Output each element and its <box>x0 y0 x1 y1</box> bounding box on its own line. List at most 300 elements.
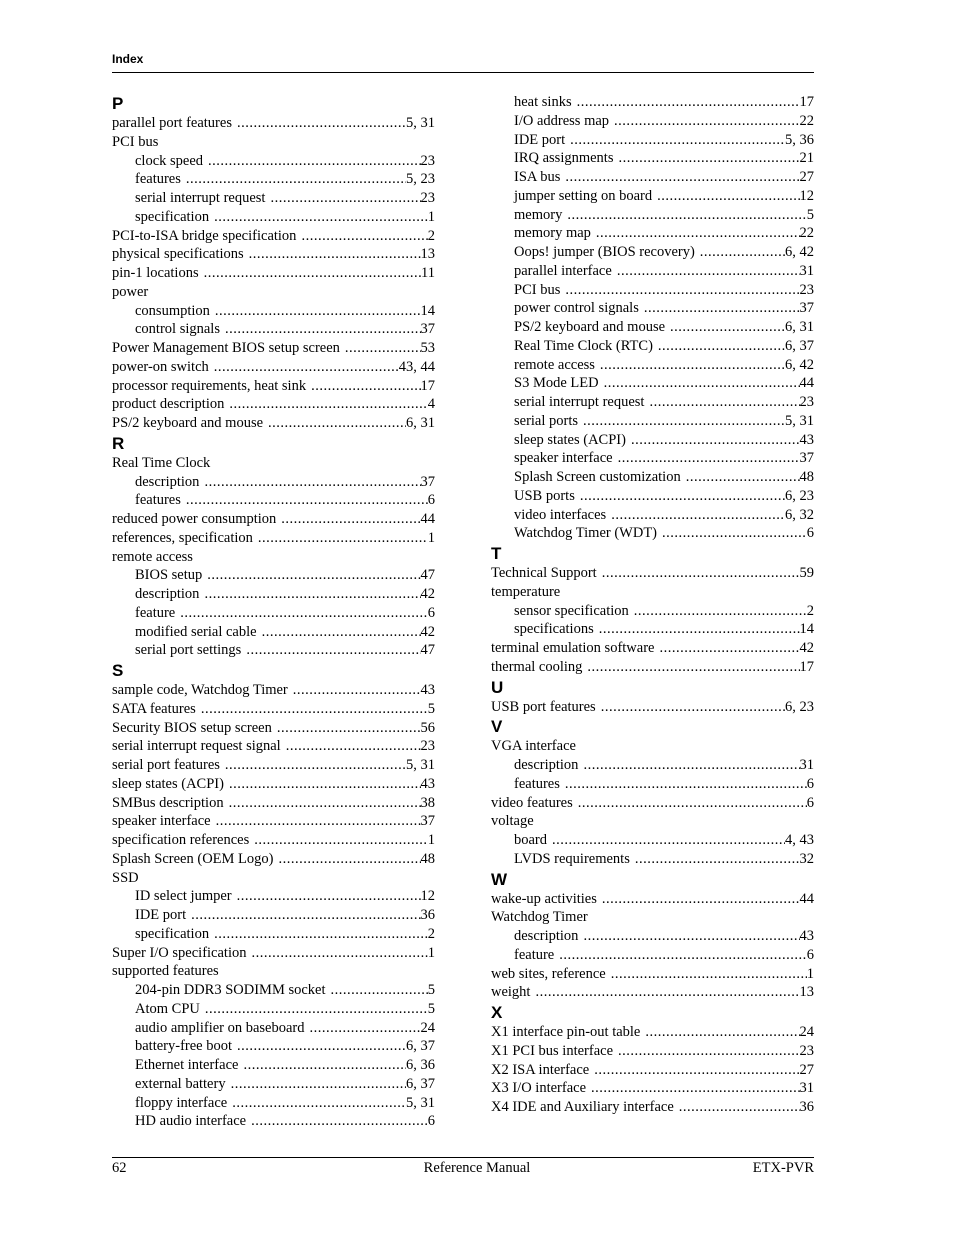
index-entry <box>112 283 435 302</box>
index-term: 204-pin DDR3 SODIMM socket <box>135 982 326 998</box>
dot-leader <box>578 794 807 813</box>
dot-leader <box>583 412 785 431</box>
index-term: consumption <box>135 302 210 319</box>
dot-leader <box>567 206 806 225</box>
index-column-right <box>491 93 814 1117</box>
dot-leader <box>237 887 421 906</box>
index-subentry <box>112 473 435 492</box>
index-page-ref: 6 <box>806 946 814 963</box>
index-page-ref: 23 <box>420 152 435 169</box>
dot-leader <box>201 700 428 719</box>
index-term: Atom CPU <box>135 1000 200 1017</box>
index-subentry <box>112 981 435 1000</box>
index-term: reduced power consumption <box>112 511 277 527</box>
index-page-ref: 43 <box>799 928 814 944</box>
index-page-ref: 6, 23 <box>785 487 814 504</box>
index-entry <box>491 1042 814 1061</box>
index-term: feature <box>135 604 176 621</box>
index-subentry <box>491 431 814 450</box>
index-term: sleep states (ACPI) <box>112 775 224 792</box>
index-entry <box>491 794 814 813</box>
index-subentry <box>491 412 814 431</box>
running-header: Index <box>112 52 144 66</box>
index-term: board <box>514 832 548 848</box>
index-page-ref: 37 <box>799 450 814 467</box>
dot-leader <box>611 965 807 984</box>
index-page-ref: 6, 32 <box>785 506 814 523</box>
dot-leader <box>600 356 785 375</box>
index-term: Real Time Clock <box>112 454 211 471</box>
index-term: video features <box>491 794 573 811</box>
index-entry <box>491 639 814 658</box>
dot-leader <box>658 337 785 356</box>
index-letter-heading: R <box>112 433 125 453</box>
index-term: battery-free boot <box>135 1038 233 1055</box>
footer-rule <box>112 1157 814 1158</box>
index-term: sleep states (ACPI) <box>514 431 626 448</box>
index-subentry <box>112 170 435 189</box>
index-term: description <box>514 928 579 944</box>
index-page-ref: 44 <box>799 890 814 907</box>
index-term: voltage <box>491 813 534 830</box>
index-letter-heading: P <box>112 94 124 113</box>
dot-leader <box>286 737 421 756</box>
index-term: serial interrupt request <box>514 394 645 410</box>
index-term: HD audio interface <box>135 1113 247 1130</box>
dot-leader <box>251 1112 428 1131</box>
index-term: temperature <box>491 583 561 600</box>
index-page-ref: 1 <box>427 208 435 225</box>
index-page-ref: 37 <box>420 813 435 830</box>
dot-leader <box>214 925 428 944</box>
dot-leader <box>311 377 420 396</box>
index-page-ref: 6, 23 <box>785 698 814 715</box>
dot-leader <box>225 320 421 339</box>
dot-leader <box>559 946 807 965</box>
index-subentry <box>112 491 435 510</box>
index-term: VGA interface <box>491 738 576 755</box>
index-page-ref: 12 <box>420 888 435 905</box>
index-subentry <box>491 393 814 412</box>
index-entry <box>112 510 435 529</box>
index-term: description <box>514 757 579 773</box>
index-term: ID select jumper <box>135 888 232 905</box>
dot-leader <box>591 1079 799 1098</box>
index-page-ref: 42 <box>799 640 814 656</box>
index-page-ref: 37 <box>420 473 435 490</box>
index-subentry <box>491 206 814 225</box>
index-entry <box>112 737 435 756</box>
dot-leader <box>602 564 800 583</box>
index-page-ref: 5 <box>427 1000 435 1017</box>
index-page-ref: 6 <box>427 1113 435 1130</box>
index-page-ref: 5, 23 <box>406 171 435 188</box>
index-subentry <box>491 337 814 356</box>
index-letter-heading: T <box>491 544 502 563</box>
index-subentry <box>491 487 814 506</box>
index-term: USB ports <box>514 487 575 504</box>
index-term: X3 I/O interface <box>491 1080 587 1097</box>
dot-leader <box>659 639 799 658</box>
index-subentry <box>491 299 814 318</box>
index-page-ref: 23 <box>420 190 435 206</box>
dot-leader <box>670 318 785 337</box>
index-page-ref: 5, 31 <box>406 1094 435 1111</box>
index-term: X2 ISA interface <box>491 1061 590 1078</box>
index-term: parallel interface <box>514 262 612 279</box>
index-page-ref: 37 <box>420 321 435 338</box>
index-subentry <box>491 449 814 468</box>
index-page-ref: 5, 31 <box>406 757 435 773</box>
index-page-ref: 2 <box>427 925 435 942</box>
dot-leader <box>594 1061 799 1080</box>
dot-leader <box>208 152 420 171</box>
index-page-ref: 31 <box>799 757 814 773</box>
index-subentry <box>112 320 435 339</box>
index-term: X1 interface pin-out table <box>491 1024 641 1040</box>
index-subentry <box>112 623 435 642</box>
index-term: specifications <box>514 621 594 638</box>
index-term: Watchdog Timer (WDT) <box>514 525 658 542</box>
dot-leader <box>215 302 421 321</box>
index-page-ref: 17 <box>799 658 814 675</box>
index-subentry <box>491 374 814 393</box>
dot-leader <box>310 1019 421 1038</box>
index-page-ref: 22 <box>799 225 814 242</box>
index-entry <box>112 756 435 775</box>
index-term: S3 Mode LED <box>514 375 599 392</box>
dot-leader <box>278 850 420 869</box>
index-page-ref: 43 <box>420 775 435 792</box>
index-page-ref: 23 <box>420 738 435 755</box>
index-term: Watchdog Timer <box>491 909 588 926</box>
index-term: pin-1 locations <box>112 265 199 281</box>
index-term: sensor specification <box>514 602 629 619</box>
index-entry <box>112 719 435 738</box>
index-page-ref: 6, 36 <box>406 1057 435 1073</box>
dot-leader <box>262 623 421 642</box>
index-page-ref: 6, 31 <box>785 319 814 335</box>
dot-leader <box>186 491 428 510</box>
dot-leader <box>331 981 428 1000</box>
index-entry <box>112 264 435 283</box>
dot-leader <box>243 1056 406 1075</box>
index-term: X1 PCI bus interface <box>491 1042 614 1059</box>
dot-leader <box>204 264 421 283</box>
index-term: PS/2 keyboard and mouse <box>514 319 666 335</box>
index-term: description <box>135 473 200 490</box>
index-entry <box>491 658 814 677</box>
index-page-ref: 5, 36 <box>785 131 814 148</box>
dot-leader <box>301 227 427 246</box>
index-term: IDE port <box>514 131 566 148</box>
index-term: sample code, Watchdog Timer <box>112 682 288 698</box>
index-term: serial port features <box>112 757 220 773</box>
index-term: serial ports <box>514 412 579 429</box>
index-term: video interfaces <box>514 506 607 523</box>
index-term: terminal emulation software <box>491 640 655 656</box>
index-term: specification references <box>112 832 250 848</box>
dot-leader <box>204 585 420 604</box>
dot-leader <box>246 641 420 660</box>
index-page-ref: 43, 44 <box>398 358 435 375</box>
index-term: web sites, reference <box>491 965 606 982</box>
index-page-ref: 14 <box>420 302 435 319</box>
index-subentry <box>112 1000 435 1019</box>
index-subentry <box>112 1075 435 1094</box>
index-entry <box>112 454 435 473</box>
index-subentry <box>491 506 814 525</box>
index-term: Technical Support <box>491 565 597 581</box>
index-page-ref: 38 <box>420 794 435 811</box>
index-entry <box>112 227 435 246</box>
index-subentry <box>491 187 814 206</box>
dot-leader <box>618 449 800 468</box>
index-term: Super I/O specification <box>112 944 247 961</box>
index-term: PCI bus <box>112 133 159 150</box>
dot-leader <box>180 604 428 623</box>
index-term: wake-up activities <box>491 890 597 907</box>
dot-leader <box>649 393 799 412</box>
index-subentry <box>491 356 814 375</box>
dot-leader <box>611 506 785 525</box>
index-page-ref: 22 <box>799 112 814 129</box>
dot-leader <box>634 602 807 621</box>
dot-leader <box>270 189 420 208</box>
dot-leader <box>552 831 785 850</box>
index-subentry <box>491 602 814 621</box>
dot-leader <box>565 281 799 300</box>
dot-leader <box>645 1023 799 1042</box>
index-term: remote access <box>514 356 595 373</box>
index-entry <box>491 1098 814 1117</box>
index-page-ref: 36 <box>420 907 435 923</box>
index-letter-heading: S <box>112 661 124 680</box>
dot-leader <box>207 566 420 585</box>
footer-manual-title: Reference Manual <box>423 1160 531 1176</box>
footer-page-number: 62 <box>112 1160 127 1176</box>
dot-leader <box>618 149 799 168</box>
index-term: processor requirements, heat sink <box>112 377 307 394</box>
index-term: memory <box>514 206 563 223</box>
index-page-ref: 23 <box>799 1042 814 1059</box>
index-subentry <box>112 566 435 585</box>
index-subentry <box>491 946 814 965</box>
index-term: supported features <box>112 963 219 980</box>
index-page-ref: 2 <box>806 602 814 619</box>
index-page-ref: 17 <box>420 377 435 394</box>
index-term: PCI bus <box>514 281 561 298</box>
index-entry <box>491 908 814 927</box>
dot-leader <box>216 812 421 831</box>
index-subentry <box>491 850 814 869</box>
index-subentry <box>112 925 435 944</box>
dot-leader <box>617 262 800 281</box>
index-term: references, specification <box>112 529 253 546</box>
index-term: Security BIOS setup screen <box>112 719 272 736</box>
index-page-ref: 44 <box>420 511 435 527</box>
index-term: I/O address map <box>514 112 610 129</box>
index-page-ref: 6, 37 <box>785 337 814 354</box>
index-subentry <box>491 468 814 487</box>
index-page-ref: 1 <box>806 965 814 982</box>
index-page-ref: 21 <box>799 150 814 167</box>
dot-leader <box>277 719 421 738</box>
index-term: speaker interface <box>514 450 613 467</box>
dot-leader <box>657 187 799 206</box>
index-term: description <box>135 586 200 602</box>
index-term: serial port settings <box>135 642 242 659</box>
index-page-ref: 36 <box>799 1099 814 1115</box>
index-page-ref: 6, 37 <box>406 1038 435 1055</box>
index-subentry <box>491 93 814 112</box>
index-entry <box>112 133 435 152</box>
index-term: speaker interface <box>112 813 211 830</box>
index-term: SMBus description <box>112 794 224 811</box>
index-term: SATA features <box>112 700 196 717</box>
dot-leader <box>596 224 800 243</box>
index-entry <box>491 564 814 583</box>
index-entry <box>491 965 814 984</box>
index-page-ref: 23 <box>799 394 814 410</box>
index-entry <box>112 339 435 358</box>
dot-leader <box>583 756 799 775</box>
dot-leader <box>252 944 428 963</box>
index-page-ref: 11 <box>421 265 435 281</box>
index-page-ref: 6, 42 <box>785 356 814 373</box>
index-entry <box>112 529 435 548</box>
index-term: features <box>135 492 181 509</box>
index-entry <box>112 869 435 888</box>
dot-leader <box>580 487 785 506</box>
index-page-ref: 44 <box>799 375 814 392</box>
dot-leader <box>565 168 799 187</box>
dot-leader <box>631 431 800 450</box>
dot-leader <box>191 906 420 925</box>
index-page-ref: 56 <box>420 719 435 736</box>
index-term: external battery <box>135 1075 226 1092</box>
index-page-ref: 6, 42 <box>785 244 814 260</box>
index-page-ref: 27 <box>799 169 814 185</box>
index-page-ref: 53 <box>420 340 435 356</box>
index-term: physical specifications <box>112 246 244 263</box>
index-term: Splash Screen customization <box>514 469 681 485</box>
dot-leader <box>614 112 799 131</box>
index-page-ref: 24 <box>799 1024 814 1040</box>
index-page-ref: 5 <box>427 700 435 717</box>
index-subentry <box>491 775 814 794</box>
dot-leader <box>225 756 406 775</box>
dot-leader <box>601 698 785 717</box>
index-page-ref: 13 <box>420 246 435 263</box>
dot-leader <box>662 524 807 543</box>
index-letter-heading: V <box>491 717 503 737</box>
dot-leader <box>635 850 800 869</box>
index-subentry <box>491 149 814 168</box>
index-column-left <box>112 93 435 1131</box>
index-term: modified serial cable <box>135 623 257 640</box>
dot-leader <box>258 529 428 548</box>
dot-leader <box>577 93 800 112</box>
index-subentry <box>112 1037 435 1056</box>
dot-leader <box>231 1075 406 1094</box>
dot-leader <box>700 243 785 262</box>
index-term: LVDS requirements <box>514 850 630 867</box>
index-subentry <box>491 224 814 243</box>
index-subentry <box>491 243 814 262</box>
index-page-ref: 6 <box>427 604 435 621</box>
index-entry <box>112 700 435 719</box>
dot-leader <box>293 681 421 700</box>
index-page-ref: 42 <box>420 623 435 640</box>
dot-leader <box>204 473 420 492</box>
index-page-ref: 6 <box>806 775 814 792</box>
index-term: features <box>514 775 560 792</box>
index-page-ref: 48 <box>420 850 435 867</box>
index-page-ref: 42 <box>420 586 435 602</box>
index-entry <box>491 983 814 1002</box>
index-subentry <box>112 189 435 208</box>
index-page-ref: 5, 31 <box>406 115 435 131</box>
index-term: specification <box>135 925 210 942</box>
dot-leader <box>229 775 421 794</box>
index-page-ref: 31 <box>799 262 814 279</box>
index-entry <box>112 794 435 813</box>
index-page-ref: 32 <box>799 850 814 867</box>
index-term: serial interrupt request signal <box>112 738 281 755</box>
dot-leader <box>604 374 800 393</box>
index-page-ref: 5 <box>806 206 814 223</box>
index-term: power <box>112 283 149 300</box>
index-subentry <box>491 112 814 131</box>
index-entry <box>491 1023 814 1042</box>
index-page-ref: 1 <box>427 529 435 546</box>
index-term: parallel port features <box>112 115 232 131</box>
index-page-ref: 24 <box>420 1019 435 1036</box>
index-page-ref: 12 <box>799 187 814 204</box>
index-entry <box>491 812 814 831</box>
index-entry <box>112 812 435 831</box>
footer-product-name: ETX-PVR <box>752 1160 814 1176</box>
index-term: Real Time Clock (RTC) <box>514 337 653 354</box>
index-entry <box>112 775 435 794</box>
index-subentry <box>491 131 814 150</box>
index-page-ref: 43 <box>799 431 814 448</box>
index-subentry <box>491 831 814 850</box>
index-term: power-on switch <box>112 358 209 375</box>
index-entry <box>112 962 435 981</box>
index-subentry <box>491 262 814 281</box>
index-subentry <box>112 906 435 925</box>
index-entry <box>112 681 435 700</box>
dot-leader <box>214 208 428 227</box>
dot-leader <box>583 927 799 946</box>
dot-leader <box>686 468 800 487</box>
dot-leader <box>345 339 421 358</box>
index-page-ref: 6, 31 <box>406 415 435 431</box>
index-page-ref: 6 <box>806 525 814 542</box>
index-term: SSD <box>112 869 139 886</box>
index-page-ref: 31 <box>799 1080 814 1097</box>
index-letter-heading: W <box>491 869 508 889</box>
index-entry <box>112 245 435 264</box>
index-subentry <box>112 604 435 623</box>
dot-leader <box>535 983 799 1002</box>
index-subentry <box>112 1112 435 1131</box>
index-letter-heading: X <box>491 1003 503 1022</box>
index-subentry <box>491 620 814 639</box>
dot-leader <box>281 510 420 529</box>
